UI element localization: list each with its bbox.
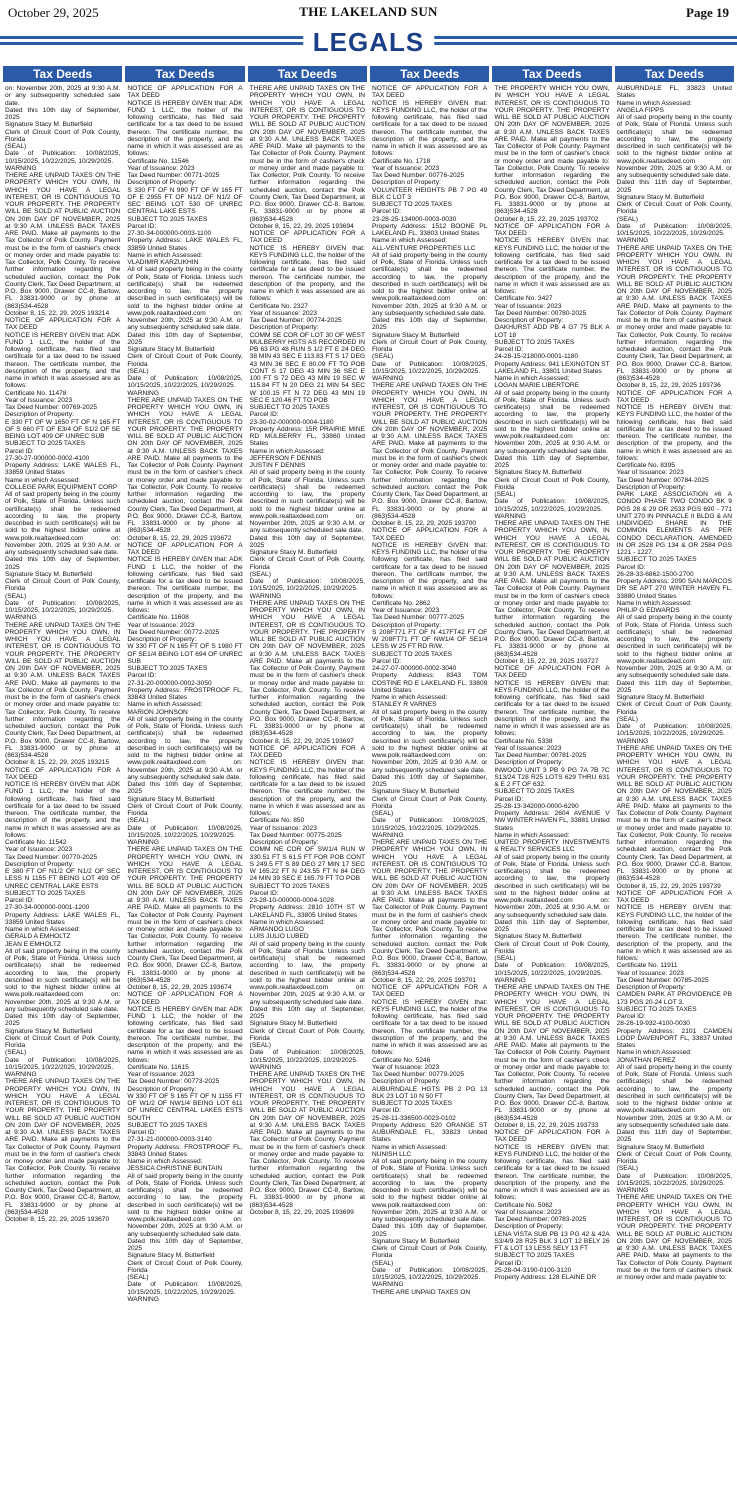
column-text: AUBURNDALE FL, 33823 United States Name in which Assessed: ANGELA FIPPS All of said property being in the county of Polk, State of Florida. Unless such certificate(s) shall be redeemed according to law, the property described in such certificate(s) will be sold to the highest bidder online at www.polk.realtaxdeed.com on: November 20th, 2025 at 9:30 A.M. or any subsequently scheduled sale date. Dated this 11th day of September, 2025 Signature Stacy M. Butterfield Clerk of Circuit Court of Polk County, Florida (SEAL) Date of Publication: 10/08/2025, 10/15/2025, 10/22/2025, 10/29/2025. WARNING THERE ARE UNPAID TAXES ON THE PROPERTY WHICH YOU OWN, IN WHICH YOU HAVE A LEGAL INTEREST, OR IS CONTIGUOUS TO YOUR PROPERTY. THE PROPERTY WILL BE SOLD AT PUBLIC AUCTION ON 20th DAY OF NOVEMBER, 2025 at 9:30 A.M. UNLESS BACK TAXES ARE PAID. Make all payments to the Tax Collector of Polk County. Payment must be in the form of cashier's check or money order and made payable to: Tax Collector, Polk County. To receive further information regarding the scheduled auction, contact the Polk County Clerk, Tax Deed Department, at P.O. Box 9000, Drawer CC-8, Bartow, FL 33831-9000 or by phone at (863)534-4528 October 8, 15, 22, 29, 2025 193736 NOTICE OF APPLICATION FOR A TAX DEED NOTICE IS HEREBY GIVEN that: KEYS FUNDING LLC, the holder of the following certificate, has filed said certificate for a tax deed to be issued thereon. The certificate number, the description of the property, and the name in which it was assessed are as follows: Certificate No. 8395 Year of Issuance: 2023 Tax Deed Number: 00784-2025 Description of Property: PARK LAKE ASSOCIATION #6 A CONDO PHASE TWO CONDO BK 9 PGS 28 & 29 OR 2533 PGS 690 - 771 UNIT 270 IN PINNACLE II BLDG & AN UNDIVIDED SHARE IN THE COMMON ELEMENTS AS PER CONDO DECLARATION. AMENDED IN OR 2528 PG 134 & OR 2584 PGS 1221 - 1227. SUBJECT TO 2025 TAXES Parcel ID: 26-28-33-6862-1500-2700 Property Address: 2090 SAN MARCOS DR SE APT 270 WINTER HAVEN FL, 33880 United States Name in which Assessed: PHILIP G EDWARDS All of said property being in the county of Polk, State of Florida. Unless such certificate(s) shall be redeemed according to law, the property described in such certificate(s) will be sold to the highest bidder online at www.polk.realtaxdeed.com on: November 20th, 2025 at 9:30 A.M. or any subsequently scheduled sale date. Dated this 11th day of September, 2025 Signature Stacy M. Butterfield Clerk of Circuit Court of Polk County, Florida (SEAL) Date of Publication: 10/08/2025, 10/15/2025, 10/22/2025, 10/29/2025. WARNING THERE ARE UNPAID TAXES ON THE PROPERTY WHICH YOU OWN, IN WHICH YOU HAVE A LEGAL INTEREST, OR IS CONTIGUOUS TO YOUR PROPERTY. THE PROPERTY WILL BE SOLD AT PUBLIC AUCTION ON 20th DAY OF NOVEMBER, 2025 at 9:30 A.M. UNLESS BACK TAXES ARE PAID. Make all payments to the Tax Collector of Polk County. Payment must be in the form of cashier's check or money order and made payable to: Tax Collector, Polk County. To receive further information regarding the scheduled auction, contact the Polk County Clerk, Tax Deed Department, at P.O. Box 9000, Drawer CC-8, Bartow, FL 33831-9000 or by phone at (863)534-4528 October 8, 15, 22, 29, 2025 193739 NOTICE OF APPLICATION FOR A TAX DEED NOTICE IS HEREBY GIVEN that: KEYS FUNDING LLC, the holder of the following certificate, has filed said certificate for a tax deed to be issued thereon. The certificate number, the description of the property, and the name in which it was assessed are as follows: Certificate No. 11911 Year of Issuance: 2023 Tax Deed Number: 00785-2025 Description of Property: CAMDEN PARK AT PROVIDENCE PB 173 PGS 20-24 LOT 3. SUBJECT TO 2025 TAXES Parcel ID: 28-26-19-932-4100-0030 Property Address: 2101 CAMDEN LOOP DAVENPORT FL, 33837 United States Name in which Assessed: JONATHAN PEREZ All of said property being in the county of Polk, State of Florida. Unless such certificate(s) shall be redeemed according to law, the property described in such certificate(s) will be sold to the highest bidder online at www.polk.realtaxdeed.com on: November 20th, 2025 at 9:30 A.M. or any subsequently scheduled sale date. Dated this 11th day of September, 2025 Signature Stacy M. Butterfield Clerk of Circuit Court of Polk County, Florida (SEAL) Date of Publication: 10/08/2025, 10/15/2025, 10/22/2025, 10/29/2025. WARNING THERE ARE UNPAID TAXES ON THE PROPERTY WHICH YOU OWN, IN WHICH YOU HAVE A LEGAL INTEREST, OR IS CONTIGUOUS TO YOUR PROPERTY. THE PROPERTY WILL BE SOLD AT PUBLIC AUCTION ON 20th DAY OF NOVEMBER, 2025 at 9:30 A.M. UNLESS BACK TAXES ARE PAID. Make all payments to the Tax Collector of Polk County. Payment must be in the form of cashier's check or money order and made payable to: — [616, 85, 732, 1281]
newspaper-name: THE LAKELAND SUN — [299, 4, 438, 19]
column-heading: Tax Deeds — [248, 66, 367, 82]
legal-columns — [2, 66, 735, 1506]
section-title: LEGALS — [303, 28, 434, 56]
column-6 — [613, 66, 735, 1506]
column-5 — [490, 66, 612, 1506]
page-number: Page 19 — [686, 5, 729, 20]
column-2 — [123, 66, 245, 1506]
column-heading: Tax Deeds — [615, 66, 734, 82]
column-3 — [246, 66, 368, 1506]
column-heading: Tax Deeds — [3, 66, 122, 82]
issue-date: October 29, 2025 — [8, 5, 99, 20]
column-heading: Tax Deeds — [370, 66, 489, 82]
column-text: THE PROPERTY WHICH YOU OWN, IN WHICH YOU HAVE A LEGAL INTEREST, OR IS CONTIGUOUS TO YOUR PROPERTY. THE PROPERTY WILL BE SOLD AT PUBLIC AUCTION ON 20th DAY OF NOVEMBER, 2025 at 9:30 A.M. UNLESS BACK TAXES ARE PAID. Make all payments to the Tax Collector of Polk County. Payment must be in the form of cashier's check or money order and made payable to: Tax Collector, Polk County. To receive further information regarding the scheduled auction, contact the Polk County Clerk, Tax Deed Department, at P.O. Box 9000, Drawer CC-8, Bartow, FL 33831-9000 or by phone at (863)534-4528 October 8, 15, 22, 29, 2025 193702 NOTICE OF APPLICATION FOR A TAX DEED NOTICE IS HEREBY GIVEN that: KEYS FUNDING LLC, the holder of the following certificate, has filed said certificate for a tax deed to be issued thereon. The certificate number, the description of the property, and the name in which it was assessed are as follows: Certificate No. 3427 Year of Issuance: 2023 Tax Deed Number: 00780-2025 Description of Property: OAKHURST ADD PB 4 G7 75 BLK A LOT 18 SUBJECT TO 2025 TAXES Parcel ID: 24-28-15-218000-0001-1180 Property Address: 941 LEXINGTON ST LAKELAND FL, 33801 United States Name in which Assessed: LOGAN MARIE LIBERTORE All of said property being in the county of Polk, State of Florida. Unless such certificate(s) shall be redeemed according to law, the property described in such certificate(s) will be sold to the highest bidder online at www.polk.realtaxdeed.com on: November 20th, 2025 at 9:30 A.M. or any subsequently scheduled sale date. Dated this 11th day of September, 2025 Signature Stacy M. Butterfield Clerk of Circuit Court of Polk County, Florida (SEAL) Date of Publication: 10/08/2025, 10/15/2025, 10/22/2025, 10/29/2025. WARNING THERE ARE UNPAID TAXES ON THE PROPERTY WHICH YOU OWN, IN WHICH YOU HAVE A LEGAL INTEREST, OR IS CONTIGUOUS TO YOUR PROPERTY. THE PROPERTY WILL BE SOLD AT PUBLIC AUCTION ON 20th DAY OF NOVEMBER, 2025 at 9:30 A.M. UNLESS BACK TAXES ARE PAID. Make all payments to the Tax Collector of Polk County. Payment must be in the form of cashier's check or money order and made payable to: Tax Collector, Polk County. To receive further information regarding the scheduled auction, contact the Polk County Clerk, Tax Deed Department, at P.O. Box 9000, Drawer CC-8, Bartow, FL 33831-9000 or by phone at (863)534-4528 October 8, 15, 22, 29, 2025 193727 NOTICE OF APPLICATION FOR A TAX DEED NOTICE IS HEREBY GIVEN that: KEYS FUNDING LLC, the holder of the following certificate, has filed said certificate for a tax deed to be issued thereon. The certificate number, the description of the property, and the name in which it was assessed are as follows: Certificate No. 5338 Year of Issuance: 2023 Tax Deed Number: 00781-2025 Description of Property: INWOOD UNIT 3 PB 9 PG 7A 7B 7C S13/24 T28 R25 LOTS 629 THRU 631 & E 2 FT OF 632. SUBJECT TO 2025 TAXES Parcel ID: 25-28-13-342000-0000-6290 Property Address: 2604 AVENUE V NW WINTER HAVEN FL, 33881 United States Name in which Assessed: UNITED PROPERTY INVESTMENTS & REALTY SERVICES LLC All of said property being in the county of Polk, State of Florida. Unless such certificate(s) shall be redeemed according to law, the property described in such certificate(s) will be sold to the highest bidder online at www.polk.realtaxdeed.com on: November 20th, 2025 at 9:30 A.M. or any subsequently scheduled sale date. Dated this 11th day of September, 2025 Signature Stacy M. Butterfield Clerk of Circuit Court of Polk County, Florida (SEAL) Date of Publication: 10/08/2025, 10/15/2025, 10/22/2025, 10/29/2025. WARNING THERE ARE UNPAID TAXES ON THE PROPERTY WHICH YOU OWN, IN WHICH YOU HAVE A LEGAL INTEREST, OR IS CONTIGUOUS TO YOUR PROPERTY. THE PROPERTY WILL BE SOLD AT PUBLIC AUCTION ON 20th DAY OF NOVEMBER, 2025 at 9:30 A.M. UNLESS BACK TAXES ARE PAID. Make all payments to the Tax Collector of Polk County. Payment must be in the form of cashier's check or money order and made payable to: Tax Collector, Polk County. To receive further information regarding the scheduled auction, contact the Polk County Clerk, Tax Deed Department, at P.O. Box 9000, Drawer CC-8, Bartow, FL 33831-9000 or by phone at (863)534-4528 October 8, 15, 22, 29, 2025 193733 NOTICE OF APPLICATION FOR A TAX DEED NOTICE IS HEREBY GIVEN that: KEYS FUNDING LLC, the holder of the following certificate, has filed said certificate for a tax deed to be issued thereon. The certificate number, the description of the property, and the name in which it was assessed are as follows: Certificate No. 5062 Year of Issuance: 2023 Tax Deed Number: 00783-2025 Description of Property: LENA VISTA SUB PB 13 PG 42 & 42A S3/4/9 28 R25 BLK 3 LOT 12 BELY 26 FT & LOT 13 LESS SELY 13 FT SUBJECT TO 2025 TAXES Parcel ID: 25-28-04-3190-0100-3120 Property Address: 128 ELAINE DR — [494, 85, 610, 1281]
page-header — [0, 0, 737, 22]
column-text: NOTICE OF APPLICATION FOR A TAX DEED NOTICE IS HEREBY GIVEN that: ADK FUND 1 LLC, the holder of the following certificate, has filed said certificate for a tax deed to be issued thereon. The certificate number, the description of the property, and the name in which it was assessed are as follows: Certificate No. 11546 Year of Issuance: 2023 Tax Deed Number: 00771-2025 Description of Property: S 330 FT OF N 990 FT OF W 165 FT OF E 2955 FT OF N1/2 OF N1/2 OF SEC BEING LOT 530 OF UNREC CENTRAL LAKE ESTS SUBJECT TO 2025 TAXES Parcel ID: 27-30-34-000000-0003-1100 Property Address: LAKE WALES FL, 33859 United States Name in which Assessed: VLADIMIR KARZUKHIN All of said property being in the county of Polk, State of Florida. Unless such certificate(s) shall be redeemed according to law, the property described in such certificate(s) will be sold to the highest bidder online at www.polk.realtaxdeed.com on: November 20th, 2025 at 9:30 A.M. or any subsequently scheduled sale date. Dated this 10th day of September, 2025 Signature Stacy M. Butterfield Clerk of Circuit Court of Polk County, Florida (SEAL) Date of Publication: 10/08/2025, 10/15/2025, 10/22/2025, 10/29/2025. WARNING THERE ARE UNPAID TAXES ON THE PROPERTY WHICH YOU OWN, IN WHICH YOU HAVE A LEGAL INTEREST, OR IS CONTIGUOUS TO YOUR PROPERTY. THE PROPERTY WILL BE SOLD AT PUBLIC AUCTION ON 20th DAY OF NOVEMBER, 2025 at 9:30 A.M. UNLESS BACK TAXES ARE PAID. Make all payments to the Tax Collector of Polk County. Payment must be in the form of cashier's check or money order and made payable to: Tax Collector, Polk County. To receive further information regarding the scheduled auction, contact the Polk County Clerk, Tax Deed Department, at P.O. Box 9000, Drawer CC-8, Bartow, FL 33831-9000 or by phone at (863)534-4528 October 8, 15, 22, 29, 2025 193672 NOTICE OF APPLICATION FOR A TAX DEED NOTICE IS HEREBY GIVEN that: ADK FUND 1 LLC, the holder of the following certificate, has filed said certificate for a tax deed to be issued thereon. The certificate number, the description of the property, and the name in which it was assessed are as follows: Certificate No. 11608 Year of Issuance: 2023 Tax Deed Number: 00772-2025 Description of Property: W 330 FT OF N 165 FT OF S 1980 FT OF SE1/4 BEING LOT 694 OF UNREC SUB SUBJECT TO 2025 TAXES Parcel ID: 27-31-20-000000-0002-3050 Property Address: FROSTPROOF FL, 33843 United States Name in which Assessed: MARION JOHNSON All of said property being in the county of Polk, State of Florida. Unless such certificate(s) shall be redeemed according to law, the property described in such certificate(s) will be sold to the highest bidder online at www.polk.realtaxdeed.com on: November 20th, 2025 at 9:30 A.M. or any subsequently scheduled sale date. Dated this 10th day of September, 2025 Signature Stacy M. Butterfield Clerk of Circuit Court of Polk County, Florida (SEAL) Date of Publication: 10/08/2025, 10/15/2025, 10/22/2025, 10/29/2025. WARNING THERE ARE UNPAID TAXES ON THE PROPERTY WHICH YOU OWN, IN WHICH YOU HAVE A LEGAL INTEREST, OR IS CONTIGUOUS TO YOUR PROPERTY. THE PROPERTY WILL BE SOLD AT PUBLIC AUCTION ON 20th DAY OF NOVEMBER, 2025 at 9:30 A.M. UNLESS BACK TAXES ARE PAID. Make all payments to the Tax Collector of Polk County. Payment must be in the form of cashier's check or money order and made payable to: Tax Collector, Polk County. To receive further information regarding the scheduled auction, contact the Polk County Clerk, Tax Deed Department, at P.O. Box 9000, Drawer CC-8, Bartow, FL 33831-9000 or by phone at (863)534-4528 October 8, 15, 22, 29, 2025 193674 NOTICE OF APPLICATION FOR A TAX DEED NOTICE IS HEREBY GIVEN that: ADK FUND 1 LLC, the holder of the following certificate, has filed said certificate for a tax deed to be issued thereon. The certificate number, the description of the property, and the name in which it was assessed are as follows: Certificate No. 11615 Year of Issuance: 2023 Tax Deed Number: 00773-2025 Description of Property: W 330 FT OF S 165 FT OF N 1155 FT OF W1/2 OF NW1/4 BEING LOT 611 OF UNREC CENTRAL LAKES ESTS SOUTH SUBJECT TO 2025 TAXES Parcel ID: 27-31-21-000000-0003-3140 Property Address: FROSTPROOF FL, 33843 United States Name in which Assessed: JESSICA CHRISTINE BUNTAIN All of said property being in the county of Polk, State of Florida. Unless such certificate(s) shall be redeemed according to law, the property described in such certificate(s) will be sold to the highest bidder online at www.polk.realtaxdeed.com on: November 20th, 2025 at 9:30 A.M. or any subsequently scheduled sale date. Dated this 10th day of September, 2025 Signature Stacy M. Butterfield Clerk of Circuit Court of Polk County, Florida (SEAL) Date of Publication: 10/08/2025, 10/15/2025, 10/22/2025, 10/29/2025. WARNING — [127, 85, 243, 1303]
section-banner — [0, 24, 737, 62]
column-text: THERE ARE UNPAID TAXES ON THE PROPERTY WHICH YOU OWN, IN WHICH YOU HAVE A LEGAL INTEREST, OR IS CONTIGUOUS TO YOUR PROPERTY. THE PROPERTY WILL BE SOLD AT PUBLIC AUCTION ON 20th DAY OF NOVEMBER, 2025 at 9:30 A.M. UNLESS BACK TAXES ARE PAID. Make all payments to the Tax Collector of Polk County. Payment must be in the form of cashier's check or money order and made payable to: Tax Collector, Polk County. To receive further information regarding the scheduled auction, contact the Polk County Clerk, Tax Deed Department, at P.O. Box 9000, Drawer CC-8, Bartow, FL 33831-9000 or by phone at (863)534-4528 October 8, 15, 22, 29, 2025 193694 NOTICE OF APPLICATION FOR A TAX DEED NOTICE IS HEREBY GIVEN that: KEYS FUNDING LLC, the holder of the following certificate, has filed said certificate for a tax deed to be issued thereon. The certificate number, the description of the property, and the name in which it was assessed are as follows: Certificate No. 2327 Year of Issuance: 2023 Tax Deed Number: 00774-2025 Description of Property: COMM SE COR OF LOT 30 OF WEST MULBERRY HGTS AS RECORDED IN PB 63 PG 48 RUN S 1/2 FT E 24 DEG 38 MIN 43 SEC E 113.83 FT S 17 DEG 43 MIN 36 SEC E 80.09 FT TO POB CONT S 17 DEG 43 MIN 36 SEC E 100 FT S 72 DEG 43 MIN 19 SEC W 115.84 FT N 20 DEG 21 MIN 54 SEC W 100.15 FT N 72 DEG 43 MIN 19 SEC E 120.46 FT TO POB SUBJECT TO 2025 TAXES Parcel ID: 23-30-02-000000-0004-1180 Property Address: 15R PRAIRIE MINE RD MULBERRY FL, 33860 United States Name in which Assessed: JEFFERSON F DENNIS JUSTIN F DENNIS All of said property being in the county of Polk, State of Florida. Unless such certificate(s) shall be redeemed according to law, the property described in such certificate(s) will be sold to the highest bidder online at www.polk.realtaxdeed.com on: November 20th, 2025 at 9:30 A.M. or any subsequently scheduled sale date. Dated this 10th day of September, 2025 Signature Stacy M. Butterfield Clerk of Circuit Court of Polk County, Florida (SEAL) Date of Publication: 10/08/2025, 10/15/2025, 10/22/2025, 10/29/2025. WARNING THERE ARE UNPAID TAXES ON THE PROPERTY WHICH YOU OWN, IN WHICH YOU HAVE A LEGAL INTEREST, OR IS CONTIGUOUS TO YOUR PROPERTY. THE PROPERTY WILL BE SOLD AT PUBLIC AUCTION ON 20th DAY OF NOVEMBER, 2025 at 9:30 A.M. UNLESS BACK TAXES ARE PAID. Make all payments to the Tax Collector of Polk County. Payment must be in the form of cashier's check or money order and made payable to: Tax Collector, Polk County. To receive further information regarding the scheduled auction, contact the Polk County Clerk, Tax Deed Department, at P.O. Box 9000, Drawer CC-8, Bartow, FL 33831-9000 or by phone at (863)534-4528 October 8, 15, 22, 29, 2025 193697 NOTICE OF APPLICATION FOR A TAX DEED NOTICE IS HEREBY GIVEN that: KEYS FUNDING LLC, the holder of the following certificate, has filed said certificate for a tax deed to be issued thereon. The certificate number, the description of the property, and the name in which it was assessed are as follows: Certificate No. 850 Year of Issuance: 2023 Tax Deed Number: 00775-2025 Description of Property: COMM NE COR OF SW1/4 RUN W 330.51 FT S 61.5 FT FOR POB CONT S 249.5 FT S 89 DEG 27 MIN 17 SEC W 165.22 FT N 243.55 FT N 84 DEG 24 MIN 39 SEC E 165.79 FT TO POB SUBJECT TO 2025 TAXES Parcel ID: 23-28-10-000000-0004-1028 Property Address: 2810 10TH ST W LAKELAND FL, 33805 United States Name in which Assessed: ARMANDO LUGO LUIS JULIO LUBED All of said property being in the county of Polk, State of Florida. Unless such certificate(s) shall be redeemed according to law, the property described in such certificate(s) will be sold to the highest bidder online at www.polk.realtaxdeed.com on: November 20th, 2025 at 9:30 A.M. or any subsequently scheduled sale date. Dated this 10th day of September, 2025 Signature Stacy M. Butterfield Clerk of Circuit Court of Polk County, Florida (SEAL) Date of Publication: 10/08/2025, 10/15/2025, 10/22/2025, 10/29/2025. WARNING THERE ARE UNPAID TAXES ON THE PROPERTY WHICH YOU OWN, IN WHICH YOU HAVE A LEGAL INTEREST, OR IS CONTIGUOUS TO YOUR PROPERTY. THE PROPERTY WILL BE SOLD AT PUBLIC AUCTION ON 20th DAY OF NOVEMBER, 2025 at 9:30 A.M. UNLESS BACK TAXES ARE PAID. Make all payments to the Tax Collector of Polk County. Payment must be in the form of cashier's check or money order and made payable to: Tax Collector, Polk County. To receive further information regarding the scheduled auction, contact the Polk County Clerk, Tax Deed Department, at P.O. Box 9000, Drawer CC-8, Bartow, FL 33831-9000 or by phone at (863)534-4528 October 8, 15, 22, 29, 2025 193699 — [249, 85, 365, 1216]
column-text: on: November 20th, 2025 at 9:30 A.M. or any subsequently scheduled sale date. Dated this 10th day of September, 2025 Signature Stacy M. Butterfield Clerk of Circuit Court of Polk County, Florida (SEAL) Date of Publication: 10/08/2025, 10/15/2025, 10/22/2025, 10/29/2025. WARNING THERE ARE UNPAID TAXES ON THE PROPERTY WHICH YOU OWN, IN WHICH YOU HAVE A LEGAL INTEREST, OR IS CONTIGUOUS TO YOUR PROPERTY. THE PROPERTY WILL BE SOLD AT PUBLIC AUCTION ON 20th DAY OF NOVEMBER, 2025 at 9:30 A.M. UNLESS BACK TAXES ARE PAID. Make all payments to the Tax Collector of Polk County. Payment must be in the form of cashier's check or money order and made payable to: Tax Collector, Polk County. To receive further information regarding the scheduled auction, contact the Polk County Clerk, Tax Deed Department, at P.O. Box 9000, Drawer CC-8, Bartow, FL 33831-9000 or by phone at (863)534-4528 October 8, 15, 22, 29, 2025 193214 NOTICE OF APPLICATION FOR A TAX DEED NOTICE IS HEREBY GIVEN that: ADK FUND 1 LLC, the holder of the following certificate, has filed said certificate for a tax deed to be issued thereon. The certificate number, the description of the property, and the name in which it was assessed are as follows: Certificate No. 11478 Year of Issuance: 2023 Tax Deed Number: 00769-2025 Description of Property: E 330 FT OF W 1650 FT OF N 165 FT OF S 660 FT OF E3/4 OF S1/2 OF SE BEING LOT 409 OF UNREC SUB SUBJECT TO 2025 TAXES Parcel ID: 27-30-27-000000-0002-4100 Property Address: LAKE WALES FL, 33859 United States Name in which Assessed: COLLEGE PARK EQUIPMENT CORP All of said property being in the county of Polk, State of Florida. Unless such certificate(s) shall be redeemed according to law, the property described in such certificate(s) will be sold to the highest bidder online at www.polk.realtaxdeed.com on: November 20th, 2025 at 9:30 A.M. or any subsequently scheduled sale date. Dated this 10th day of September, 2025 Signature Stacy M. Butterfield Clerk of Circuit Court of Polk County, Florida (SEAL) Date of Publication: 10/08/2025, 10/15/2025, 10/22/2025, 10/29/2025. WARNING THERE ARE UNPAID TAXES ON THE PROPERTY WHICH YOU OWN, IN WHICH YOU HAVE A LEGAL INTEREST, OR IS CONTIGUOUS TO YOUR PROPERTY. THE PROPERTY WILL BE SOLD AT PUBLIC AUCTION ON 20th DAY OF NOVEMBER, 2025 at 9:30 A.M. UNLESS BACK TAXES ARE PAID. Make all payments to the Tax Collector of Polk County. Payment must be in the form of cashier's check or money order and made payable to: Tax Collector, Polk County. To receive further information regarding the scheduled auction, contact the Polk County Clerk, Tax Deed Department, at P.O. Box 9000, Drawer CC-8, Bartow, FL 33831-9000 or by phone at (863)534-4528 October 8, 15, 22, 29, 2025 193215 NOTICE OF APPLICATION FOR A TAX DEED NOTICE IS HEREBY GIVEN that: ADK FUND 1 LLC, the holder of the following certificate, has filed said certificate for a tax deed to be issued thereon. The certificate number, the description of the property, and the name in which it was assessed are as follows: Certificate No. 11542 Year of Issuance: 2023 Tax Deed Number: 00770-2025 Description of Property: E 380 FT OF N1/2 OF N1/2 OF SEC LESS N 1155 FT BEING LOT 493 OF UNREC CENTRAL LAKE ESTS SUBJECT TO 2025 TAXES Parcel ID: 27-30-34-000000-0001-1200 Property Address: LAKE WALES FL, 33859 United States Name in which Assessed: GERALD A EMHOLTZ JEAN E EMHOLTZ All of said property being in the county of Polk, State of Florida. Unless such certificate(s) shall be redeemed according to law, the property described in such certificate(s) will be sold to the highest bidder online at www.polk.realtaxdeed.com on: November 20th, 2025 at 9:30 A.M. or any subsequently scheduled sale date. Dated this 10th day of September, 2025 Signature Stacy M. Butterfield Clerk of Circuit Court of Polk County, Florida (SEAL) Date of Publication: 10/08/2025, 10/15/2025, 10/22/2025, 10/29/2025. WARNING THERE ARE UNPAID TAXES ON THE PROPERTY WHICH YOU OWN, IN WHICH YOU HAVE A LEGAL INTEREST, OR IS CONTIGUOUS TO YOUR PROPERTY. THE PROPERTY WILL BE SOLD AT PUBLIC AUCTION ON 20th DAY OF NOVEMBER, 2025 at 9:30 A.M. UNLESS BACK TAXES ARE PAID. Make all payments to the Tax Collector of Polk County. Payment must be in the form of cashier's check or money order and made payable to: Tax Collector, Polk County. To receive further information regarding the scheduled auction, contact the Polk County Clerk, Tax Deed Department, at P.O. Box 9000, Drawer CC-8, Bartow, FL 33831-9000 or by phone at (863)534-4528 October 8, 15, 22, 29, 2025 193670 — [5, 85, 121, 1223]
column-heading: Tax Deeds — [125, 66, 244, 82]
column-4 — [368, 66, 490, 1506]
column-text: NOTICE OF APPLICATION FOR A TAX DEED NOTICE IS HEREBY GIVEN that: KEYS FUNDING LLC, the holder of the following certificate, has filed said certificate for a tax deed to be issued thereon. The certificate number, the description of the property, and the name in which it was assessed are as follows: Certificate No. 1718 Year of Issuance: 2023 Tax Deed Number: 00776-2025 Description of Property: VOLUNTEER HEIGHTS PB 7 PG 49 BLK C LOT 3 SUBJECT TO 2025 TAXES Parcel ID: 23-28-25-134000-0003-0030 Property Address: 1512 BOONE PL LAKELAND FL, 33803 United States Name in which Assessed: ALL-VENTURE PROPERTIES LLC All of said property being in the county of Polk, State of Florida. Unless such certificate(s) shall be redeemed according to law, the property described in such certificate(s) will be sold to the highest bidder online at www.polk.realtaxdeed.com on: November 20th, 2025 at 9:30 A.M. or any subsequently scheduled sale date. Dated this 10th day of September, 2025 Signature Stacy M. Butterfield Clerk of Circuit Court of Polk County, Florida (SEAL) Date of Publication: 10/08/2025, 10/15/2025, 10/22/2025, 10/29/2025. WARNING THERE ARE UNPAID TAXES ON THE PROPERTY WHICH YOU OWN, IN WHICH YOU HAVE A LEGAL INTEREST, OR IS CONTIGUOUS TO YOUR PROPERTY. THE PROPERTY WILL BE SOLD AT PUBLIC AUCTION ON 20th DAY OF NOVEMBER, 2025 at 9:30 A.M. UNLESS BACK TAXES ARE PAID. Make all payments to the Tax Collector of Polk County. Payment must be in the form of cashier's check or money order and made payable to: Tax Collector, Polk County. To receive further information regarding the scheduled auction, contact the Polk County Clerk, Tax Deed Department, at P.O. Box 9000, Drawer CC-8, Bartow, FL 33831-9000 or by phone at (863)534-4528 October 8, 15, 22, 29, 2025 193700 NOTICE OF APPLICATION FOR A TAX DEED NOTICE IS HEREBY GIVEN that: KEYS FUNDING LLC, the holder of the following certificate, has filed said certificate for a tax deed to be issued thereon. The certificate number, the description of the property, and the name in which it was assessed are as follows: Certificate No. 2862 Year of Issuance: 2023 Tax Deed Number: 00777-2025 Description of Property: S 208FT71 FT OF N 417FT42 FT OF W 208FT71 FT OF NW1/4 OF SE1/4 LESS W 25 FT RD R/W. SUBJECT TO 2025 TAXES Parcel ID: 24-27-07-000000-0002-3040 Property Address: 8343 TOM COSTINE RD E LAKELAND FL, 33809 United States Name in which Assessed: STANLEY R VARNES All of said property being in the county of Polk, State of Florida. Unless such certificate(s) shall be redeemed according to law, the property described in such certificate(s) will be sold to the highest bidder online at www.polk.realtaxdeed.com on: November 20th, 2025 at 9:30 A.M. or any subsequently scheduled sale date. Dated this 10th day of September, 2025 Signature Stacy M. Butterfield Clerk of Circuit Court of Polk County, Florida (SEAL) Date of Publication: 10/08/2025, 10/15/2025, 10/22/2025, 10/29/2025. WARNING THERE ARE UNPAID TAXES ON THE PROPERTY WHICH YOU OWN, IN WHICH YOU HAVE A LEGAL INTEREST, OR IS CONTIGUOUS TO YOUR PROPERTY. THE PROPERTY WILL BE SOLD AT PUBLIC AUCTION ON 20th DAY OF NOVEMBER, 2025 at 9:30 A.M. UNLESS BACK TAXES ARE PAID. Make all payments to the Tax Collector of Polk County. Payment must be in the form of cashier's check or money order and made payable to: Tax Collector, Polk County. To receive further information regarding the scheduled auction, contact the Polk County Clerk, Tax Deed Department, at P.O. Box 9000, Drawer CC-8, Bartow, FL 33831-9000 or by phone at (863)534-4528 October 8, 15, 22, 29, 2025 193701 NOTICE OF APPLICATION FOR A TAX DEED NOTICE IS HEREBY GIVEN that: KEYS FUNDING LLC, the holder of the following certificate, has filed said certificate for a tax deed to be issued thereon. The certificate number, the description of the property, and the name in which it was assessed are as follows: Certificate No. 5246 Year of Issuance: 2023 Tax Deed Number: 00779-2025 Description of Property: AUBURNDALE HGTS PB 2 PG 13 BLK 23 LOT 10 N 50 FT SUBJECT TO 2025 TAXES Parcel ID: 25-28-11-336500-0023-0102 Property Address: 520 ORANGE ST AUBURNDALE FL, 33823 United States Name in which Assessed: NUNISH LLC All of said property being in the county of Polk, State of Florida. Unless such certificate(s) shall be redeemed according to law, the property described in such certificate(s) will be sold to the highest bidder online at www.polk.realtaxdeed.com on: November 20th, 2025 at 9:30 A.M. or any subsequently scheduled sale date. Dated this 10th day of September, 2025 Signature Stacy M. Butterfield Clerk of Circuit Court of Polk County, Florida (SEAL) Date of Publication: 10/08/2025, 10/15/2025, 10/22/2025, 10/29/2025. WARNING THERE ARE UNPAID TAXES ON — [371, 85, 488, 1296]
column-heading: Tax Deeds — [492, 66, 611, 82]
column-1 — [2, 66, 123, 1506]
